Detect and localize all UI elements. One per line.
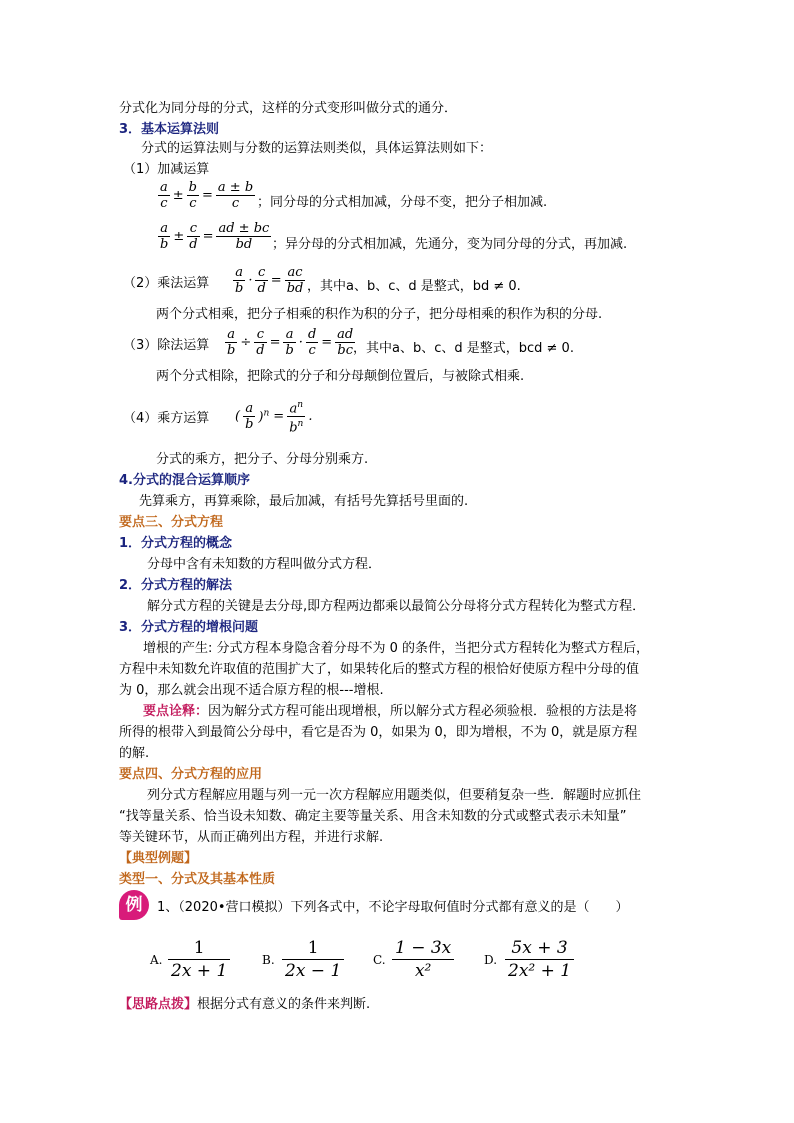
option-d-numerator: 5x + 3 [511, 938, 568, 958]
option-c-denominator: x² [392, 959, 454, 982]
rule-label: （4）乘方运算 [123, 411, 210, 426]
text-line: 分式的运算法则与分数的运算法则类似，具体运算法则如下： [141, 141, 493, 156]
rule-label: （1）加减运算 [123, 162, 210, 177]
hint-line [119, 996, 370, 1014]
hint-label: 【思路点拨】 [119, 997, 198, 1012]
option-a-fraction [168, 937, 230, 982]
option-c-fraction [392, 937, 454, 982]
formula-description: ，其中a、b、c、d 是整式，bcd ≠ 0. [353, 341, 574, 356]
type-heading: 类型一、分式及其基本性质 [119, 872, 276, 887]
text-line: 增根的产生: 分式方程本身隐含着分母不为 0 的条件，当把分式方程转化为整式方程后， [143, 641, 650, 656]
key-point-heading: 要点四、分式方程的应用 [119, 767, 263, 782]
section-heading: 3．分式方程的增根问题 [119, 620, 259, 635]
rule-label: （3）除法运算 [123, 338, 210, 353]
formula-description: ；异分母的分式相加减，先通分，变为同分母的分式，再加减. [272, 237, 628, 252]
text-line: 方程中未知数允许取值的范围扩大了，如果转化后的整式方程的根恰好使原方程中分母的值 [119, 662, 640, 677]
rule-label: （2）乘法运算 [123, 276, 210, 291]
option-c-numerator: 1 − 3x [395, 938, 452, 958]
text-line: 为 0，那么就会出现不适合原方程的根---增根. [119, 683, 384, 698]
option-d-denominator: 2x² + 1 [505, 959, 574, 982]
typical-examples-heading: 【典型例题】 [119, 851, 198, 866]
formula-multiply: $\frac{a}{b}$ · $\frac{c}{d}$ = $\frac{ac}{bd}$ [235, 265, 304, 296]
option-b-fraction [282, 937, 344, 982]
text-line: 先算乘方，再算乘除，最后加减，有括号先算括号里面的. [139, 494, 469, 509]
option-b-numerator: 1 [307, 938, 319, 958]
formula-description: ；同分母的分式相加减，分母不变，把分子相加减. [257, 195, 548, 210]
section-heading: 4.分式的混合运算顺序 [119, 473, 250, 488]
text-line: 分母中含有未知数的方程叫做分式方程． [147, 557, 382, 572]
formula-add-diff-denominator: $\frac{a}{b}$ ± $\frac{c}{d}$ = $\frac{ad \pm bc}{bd}$ [160, 221, 270, 252]
option-c-label: C. [373, 953, 386, 967]
text-line: “找等量关系、恰当设未知数、确定主要等量关系、用含未知数的分式或整式表示未知量” [119, 809, 627, 824]
section-heading: 3．基本运算法则 [119, 122, 220, 137]
text-line: 分式化为同分母的分式，这样的分式变形叫做分式的通分． [119, 101, 458, 116]
example-badge: 例 [119, 890, 149, 920]
section-heading: 1．分式方程的概念 [119, 536, 233, 551]
formula-divide: $\frac{a}{b}$ ÷ $\frac{c}{d}$ = $\frac{a}{b}$ · $\frac{d}{c}$ = $\frac{ad}{bc}$ [227, 327, 354, 358]
formula-description: ，其中a、b、c、d 是整式，bd ≠ 0. [307, 279, 521, 294]
option-d-fraction [505, 937, 574, 982]
option-b-denominator: 2x − 1 [282, 959, 344, 982]
formula-add-same-denominator: $\frac{a}{c}$ ± $\frac{b}{c}$ = $\frac{a \pm b}{c}$ [160, 180, 254, 211]
note-label: 要点诠释： [143, 704, 209, 719]
option-a-label: A. [150, 953, 163, 967]
option-a-denominator: 2x + 1 [168, 959, 230, 982]
formula-power: ( $\frac{a}{b}$ )$^n$ = $\frac{a^n}{b^n}$ . [235, 400, 313, 436]
text-line: 的解. [119, 746, 150, 761]
note-line [143, 703, 637, 721]
text-line: 解分式方程的关键是去分母,即方程两边都乘以最简公分母将分式方程转化为整式方程． [147, 599, 646, 614]
option-b-label: B. [262, 953, 275, 967]
text-line: 分式的乘方，把分子、分母分别乘方. [156, 452, 369, 467]
text-line: 所得的根带入到最简公分母中，看它是否为 0，如果为 0，即为增根，不为 0，就是原方程 [119, 725, 638, 740]
text-line: 两个分式相除，把除式的分子和分母颠倒位置后，与被除式相乘. [156, 369, 525, 384]
hint-text: 根据分式有意义的条件来判断. [197, 997, 371, 1012]
text-line: 等关键环节，从而正确列出方程，并进行求解. [119, 830, 384, 845]
option-d-label: D. [484, 953, 498, 967]
note-text: 因为解分式方程可能出现增根，所以解分式方程必须验根．验根的方法是将 [208, 704, 638, 719]
text-line: 两个分式相乘，把分子相乘的积作为积的分子，把分母相乘的积作为积的分母. [156, 307, 603, 322]
section-heading: 2．分式方程的解法 [119, 578, 233, 593]
text-line: 列分式方程解应用题与列一元一次方程解应用题类似，但要稍复杂一些．解题时应抓住 [147, 788, 642, 803]
option-a-numerator: 1 [193, 938, 205, 958]
key-point-heading: 要点三、分式方程 [119, 515, 224, 530]
question-text: 1、（2020•营口模拟）下列各式中，不论字母取何值时分式都有意义的是（ ） [157, 900, 629, 915]
